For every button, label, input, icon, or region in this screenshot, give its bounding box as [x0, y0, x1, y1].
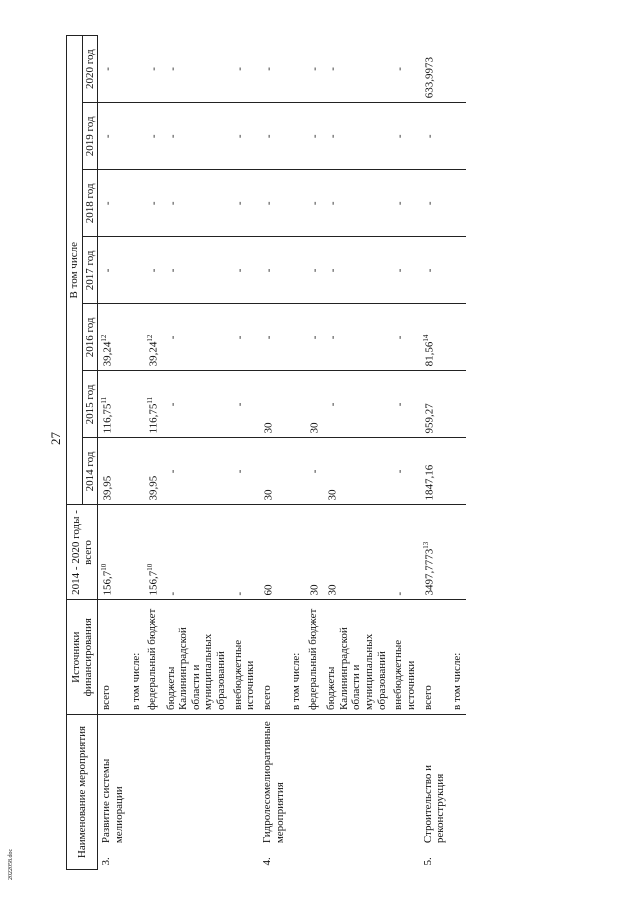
year-value: [128, 103, 145, 170]
year-value-text: -: [394, 402, 407, 407]
year-value-text: -: [326, 67, 339, 71]
year-value: [128, 170, 145, 237]
year-value-text: 30: [262, 422, 275, 434]
footnote-marker: 11: [100, 396, 109, 404]
year-value-text: 30: [308, 422, 321, 434]
table-row: [390, 36, 419, 870]
year-value: [163, 371, 230, 438]
year-value-text: -: [326, 335, 339, 340]
year-value-text: -: [262, 134, 275, 139]
year-value-text: -: [233, 201, 246, 206]
year-value-text: 30: [262, 489, 275, 501]
year-value: [449, 438, 466, 505]
funding-source: федеральный бюджет: [305, 600, 323, 715]
year-value: [98, 36, 128, 103]
year-value: [323, 438, 390, 505]
year-value: [449, 371, 466, 438]
year-value: [323, 304, 390, 371]
year-value-text: -: [394, 469, 407, 474]
total-value-text: -: [394, 591, 407, 596]
year-value: [163, 103, 230, 170]
year-value-text: -: [166, 402, 179, 407]
table-row: [259, 36, 288, 870]
footnote-marker: 14: [421, 334, 430, 342]
year-value-text: -: [233, 402, 246, 407]
year-value: [420, 36, 449, 103]
year-value: [420, 237, 449, 304]
activity-name: [163, 714, 230, 847]
year-value: [390, 304, 419, 371]
total-value: [288, 505, 305, 600]
activity-name: [128, 714, 145, 847]
year-value: [288, 304, 305, 371]
year-value: [420, 103, 449, 170]
footnote-marker: 12: [146, 334, 155, 342]
year-value-text: -: [423, 201, 436, 206]
total-value: [163, 505, 230, 600]
year-value: [420, 438, 449, 505]
year-value-text: 116,75: [147, 403, 160, 434]
year-value-text: -: [262, 67, 275, 71]
row-number: [449, 847, 466, 869]
header-year: 2014 год: [82, 438, 98, 505]
year-value: [230, 170, 259, 237]
funding-source: всего: [259, 600, 288, 715]
year-value-text: -: [326, 201, 339, 206]
year-value-text: -: [308, 335, 321, 340]
year-value: [98, 371, 128, 438]
year-value: [163, 170, 230, 237]
table-row: [420, 36, 449, 870]
page-number: 27: [48, 432, 63, 445]
year-value-text: -: [101, 67, 114, 71]
activity-name: [305, 714, 323, 847]
year-value: [288, 371, 305, 438]
year-value: [449, 237, 466, 304]
year-value-text: -: [308, 201, 321, 206]
year-value-text: -: [101, 201, 114, 206]
total-value: [128, 505, 145, 600]
year-value: [420, 304, 449, 371]
activity-name: Строительство и реконструкция: [421, 764, 447, 844]
total-value-text: 30: [308, 584, 321, 596]
year-value: [230, 237, 259, 304]
footnote-marker: 10: [146, 563, 155, 571]
year-value: [390, 103, 419, 170]
total-value: [98, 505, 128, 600]
year-value: [259, 170, 288, 237]
table-row: [128, 36, 145, 870]
year-value: [144, 371, 162, 438]
year-value-text: -: [166, 469, 179, 474]
footnote-marker: 12: [100, 334, 109, 342]
header-year: 2017 год: [82, 237, 98, 304]
total-value: [420, 505, 449, 600]
header-name: Наименование мероприятия: [67, 714, 98, 869]
funding-source: всего: [98, 600, 128, 715]
year-value-text: -: [101, 134, 114, 139]
year-value-text: -: [394, 335, 407, 340]
year-value-text: -: [326, 402, 339, 407]
year-value-text: -: [166, 134, 179, 139]
total-value-text: 3497,7773: [423, 548, 436, 596]
year-value: [390, 438, 419, 505]
year-value: [305, 36, 323, 103]
year-value: [449, 170, 466, 237]
year-value-text: 39,24: [101, 341, 114, 367]
year-value-text: 633,9973: [423, 57, 436, 99]
year-value: [305, 304, 323, 371]
footer-filename: 2022058.doc: [8, 848, 14, 880]
year-value: [128, 36, 145, 103]
year-value: [390, 170, 419, 237]
year-value-text: -: [233, 134, 246, 139]
row-number: [128, 847, 145, 869]
total-value-text: 30: [326, 584, 339, 596]
total-value: [144, 505, 162, 600]
funding-source: в том числе:: [449, 600, 466, 715]
row-number: [144, 847, 162, 869]
year-value: [128, 304, 145, 371]
funding-source: бюджеты Калининградской области и муниципальных образований: [323, 600, 390, 715]
year-value: [163, 304, 230, 371]
activity-name: Гидролесомелиоративные мероприятия: [260, 721, 286, 844]
year-value: [259, 438, 288, 505]
year-value-text: -: [423, 134, 436, 139]
year-value-text: -: [166, 335, 179, 340]
year-value-text: 39,95: [147, 475, 160, 501]
year-value: [259, 371, 288, 438]
header-year: 2018 год: [82, 170, 98, 237]
year-value: [449, 304, 466, 371]
year-value-text: -: [233, 335, 246, 340]
year-value-text: -: [147, 134, 160, 139]
year-value-text: -: [326, 268, 339, 273]
funding-source: федеральный бюджет: [144, 600, 162, 715]
year-value-text: -: [166, 67, 179, 71]
year-value: [144, 103, 162, 170]
year-value-text: -: [262, 268, 275, 273]
header-including: В том числе: [67, 36, 83, 505]
activity-name: [230, 714, 259, 847]
year-value: [259, 304, 288, 371]
year-value: [128, 438, 145, 505]
year-value-text: 1847,16: [423, 464, 436, 501]
year-value: [128, 237, 145, 304]
year-value: [323, 371, 390, 438]
year-value: [230, 371, 259, 438]
table-row: [305, 36, 323, 870]
year-value: [305, 170, 323, 237]
activity-name: [390, 714, 419, 847]
year-value-text: -: [394, 201, 407, 206]
funding-source: внебюджетные источники: [230, 600, 259, 715]
header-year: 2019 год: [82, 103, 98, 170]
total-value: [323, 505, 390, 600]
row-number: 5.: [421, 857, 434, 866]
year-value-text: -: [423, 268, 436, 273]
year-value: [163, 237, 230, 304]
total-value-text: 156,7: [147, 570, 160, 596]
total-value-text: 156,7: [101, 570, 114, 596]
activity-name: Развитие системы мелиорации: [100, 758, 125, 844]
activity-name: [449, 714, 466, 847]
year-value: [288, 103, 305, 170]
year-value: [323, 237, 390, 304]
table-row: [144, 36, 162, 870]
year-value-text: -: [166, 201, 179, 206]
year-value-text: -: [262, 335, 275, 340]
year-value-text: 116,75: [101, 403, 114, 434]
footnote-marker: 11: [146, 396, 155, 404]
funding-source: внебюджетные источники: [390, 600, 419, 715]
header-year: 2016 год: [82, 304, 98, 371]
year-value-text: 959,27: [423, 403, 436, 434]
year-value: [390, 371, 419, 438]
table-row: [449, 36, 466, 870]
year-value-text: -: [147, 268, 160, 273]
funding-source: бюджеты Калининградской области и муниципальных образований: [163, 600, 230, 715]
table-row: [288, 36, 305, 870]
total-value: [390, 505, 419, 600]
activity-name: [144, 714, 162, 847]
year-value-text: -: [394, 268, 407, 273]
year-value: [449, 103, 466, 170]
total-value: [230, 505, 259, 600]
year-value: [288, 170, 305, 237]
row-number: [305, 847, 323, 869]
year-value-text: 39,24: [147, 341, 160, 367]
year-value: [305, 438, 323, 505]
year-value: [144, 170, 162, 237]
year-value: [259, 36, 288, 103]
row-number: [230, 847, 259, 869]
year-value: [305, 371, 323, 438]
total-value: [305, 505, 323, 600]
table-row: [323, 36, 390, 870]
year-value: [390, 36, 419, 103]
row-number: [163, 847, 230, 869]
year-value: [163, 438, 230, 505]
financing-table: [66, 35, 466, 870]
year-value-text: -: [308, 268, 321, 273]
table-row: [98, 36, 128, 870]
activity-name: [288, 714, 305, 847]
year-value: [323, 170, 390, 237]
year-value: [144, 237, 162, 304]
year-value: [323, 36, 390, 103]
table-body: [98, 36, 466, 870]
year-value: [98, 103, 128, 170]
header-total: 2014 - 2020 годы - всего: [67, 505, 98, 600]
total-value: [449, 505, 466, 600]
year-value: [420, 170, 449, 237]
year-value-text: -: [233, 268, 246, 273]
year-value: [259, 237, 288, 304]
year-value: [288, 36, 305, 103]
table-row: [163, 36, 230, 870]
table-row: [230, 36, 259, 870]
year-value: [259, 103, 288, 170]
footnote-marker: 13: [421, 541, 430, 549]
year-value-text: -: [308, 67, 321, 71]
year-value: [230, 36, 259, 103]
year-value: [144, 304, 162, 371]
header-year: 2015 год: [82, 371, 98, 438]
year-value-text: -: [233, 469, 246, 474]
row-number: 3.: [100, 857, 113, 866]
year-value-text: -: [394, 67, 407, 71]
year-value: [98, 237, 128, 304]
row-number: 4.: [260, 857, 273, 866]
row-number: [390, 847, 419, 869]
rotated-table-container: [66, 35, 606, 870]
year-value: [144, 36, 162, 103]
year-value: [128, 371, 145, 438]
year-value: [230, 103, 259, 170]
total-value-text: 60: [262, 584, 275, 596]
row-number: [323, 847, 390, 869]
year-value: [98, 304, 128, 371]
total-value: [259, 505, 288, 600]
funding-source: в том числе:: [128, 600, 145, 715]
year-value-text: -: [166, 268, 179, 273]
year-value-text: -: [147, 201, 160, 206]
year-value-text: 30: [326, 489, 339, 501]
row-number: [288, 847, 305, 869]
year-value: [288, 438, 305, 505]
year-value: [420, 371, 449, 438]
funding-source: всего: [420, 600, 449, 715]
year-value: [230, 438, 259, 505]
activity-name: [323, 714, 390, 847]
year-value-text: 39,95: [101, 475, 114, 501]
year-value-text: -: [308, 469, 321, 474]
year-value: [98, 170, 128, 237]
year-value: [230, 304, 259, 371]
header-sources: Источники финансирования: [67, 600, 98, 715]
year-value: [163, 36, 230, 103]
funding-source: в том числе:: [288, 600, 305, 715]
year-value-text: -: [394, 134, 407, 139]
year-value: [98, 438, 128, 505]
year-value-text: -: [308, 134, 321, 139]
year-value-text: -: [147, 67, 160, 71]
footnote-marker: 10: [100, 563, 109, 571]
year-value: [449, 36, 466, 103]
year-value-text: -: [101, 268, 114, 273]
year-value: [288, 237, 305, 304]
year-value: [305, 103, 323, 170]
total-value-text: -: [233, 591, 246, 596]
total-value-text: -: [166, 591, 179, 596]
year-value-text: 81,56: [423, 341, 436, 367]
header-year: 2020 год: [82, 36, 98, 103]
year-value: [305, 237, 323, 304]
year-value-text: -: [262, 201, 275, 206]
year-value-text: -: [233, 67, 246, 71]
year-value: [390, 237, 419, 304]
year-value: [323, 103, 390, 170]
year-value-text: -: [326, 134, 339, 139]
year-value: [144, 438, 162, 505]
